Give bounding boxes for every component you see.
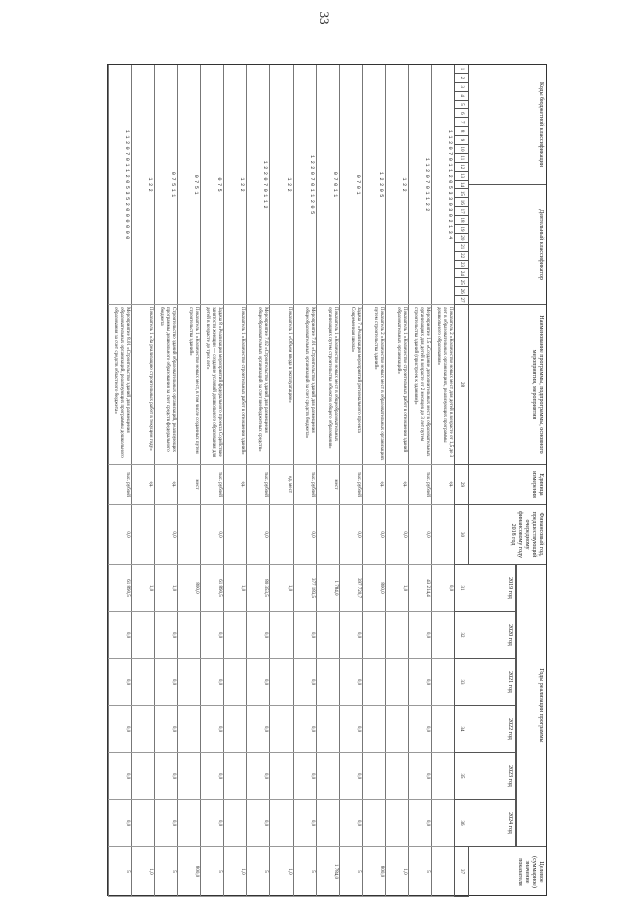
year-value-cell: 1,0 bbox=[269, 565, 292, 612]
column-number: 14 bbox=[454, 181, 468, 190]
year-value-cell bbox=[385, 612, 408, 659]
column-number: 16 bbox=[454, 198, 468, 207]
header-unit: Единица измерения bbox=[468, 465, 546, 505]
column-number: 36 bbox=[454, 800, 468, 847]
year-value-cell: 0,0 bbox=[108, 706, 131, 753]
year-value-cell: 0,0 bbox=[339, 753, 362, 800]
column-number: 28 bbox=[454, 305, 468, 465]
total-value-cell: 5 bbox=[154, 847, 177, 897]
year-value-cell: 0,0 bbox=[408, 706, 431, 753]
column-number: 37 bbox=[454, 847, 468, 897]
unit-cell: ед. мест bbox=[269, 465, 292, 505]
total-value-cell: 1,0 bbox=[131, 847, 154, 897]
year-value-cell bbox=[362, 659, 385, 706]
year-value-cell: 43 214,4 bbox=[408, 565, 431, 612]
description-cell: Показатель 1 «Количество новых мест в общеобразовательных организациях путем строительства объектов общего образования» bbox=[316, 305, 339, 465]
year-value-cell bbox=[269, 800, 292, 847]
year-value-cell bbox=[269, 706, 292, 753]
year-value-cell bbox=[269, 753, 292, 800]
financing-cell bbox=[431, 505, 454, 565]
code-cell: 1 1 2 0 7 0 1 1 2 0 5 3 3 0 3 0 2 1 3 4 bbox=[431, 65, 454, 305]
unit-cell: тыс. рублей bbox=[408, 465, 431, 505]
unit-cell: тыс. рублей bbox=[293, 465, 316, 505]
description-cell: Показатель 1 «Количество новых мест, в том числе созданных путем строительства зданий» bbox=[177, 305, 200, 465]
year-label: 2021 год bbox=[468, 659, 515, 706]
year-value-cell bbox=[177, 612, 200, 659]
year-value-cell bbox=[431, 800, 454, 847]
code-cell: 1 2 2 bbox=[269, 65, 292, 305]
year-value-cell bbox=[362, 800, 385, 847]
total-value-cell: 1,0 bbox=[223, 847, 246, 897]
column-number: 9 bbox=[454, 136, 468, 145]
column-number: 21 bbox=[454, 243, 468, 252]
table-row bbox=[177, 65, 200, 897]
year-value-cell bbox=[362, 612, 385, 659]
year-value-cell: 0,0 bbox=[293, 659, 316, 706]
total-value-cell: 800,0 bbox=[177, 847, 200, 897]
year-value-cell: 0,0 bbox=[246, 800, 269, 847]
unit-cell: ед. bbox=[223, 465, 246, 505]
year-value-cell bbox=[385, 753, 408, 800]
year-value-cell: 0,0 bbox=[154, 659, 177, 706]
year-value-cell: 0,0 bbox=[293, 800, 316, 847]
unit-cell: тыс. рублей bbox=[200, 465, 223, 505]
total-value-cell: 5 bbox=[200, 847, 223, 897]
year-value-cell bbox=[316, 659, 339, 706]
year-value-cell: 0,0 bbox=[200, 659, 223, 706]
column-number: 4 bbox=[454, 92, 468, 101]
year-value-cell bbox=[269, 659, 292, 706]
unit-cell: тыс. рублей bbox=[108, 465, 131, 505]
total-value-cell: 1 784,0 bbox=[316, 847, 339, 897]
year-value-cell bbox=[177, 800, 200, 847]
financing-cell bbox=[177, 505, 200, 565]
description-cell: Показатель 1 «Объем ввода в эксплуатацию» bbox=[269, 305, 292, 465]
year-value-cell: 0,0 bbox=[293, 753, 316, 800]
code-cell: 1 2 2 bbox=[223, 65, 246, 305]
description-cell: Показатель 1 «Количество строительных работ в отношении зданий образовательных организаций» bbox=[385, 305, 408, 465]
code-cell: 1 2 2 0 5 bbox=[362, 65, 385, 305]
year-value-cell bbox=[269, 612, 292, 659]
year-value-cell: 1,0 bbox=[154, 565, 177, 612]
year-value-cell bbox=[431, 753, 454, 800]
year-value-cell: 0,0 bbox=[154, 706, 177, 753]
financing-cell: 0,0 bbox=[200, 505, 223, 565]
financing-cell: 0,0 bbox=[385, 505, 408, 565]
unit-cell: тыс. рублей bbox=[246, 465, 269, 505]
code-cell: 0 7 5 1 bbox=[177, 65, 200, 305]
year-label: 2023 год bbox=[468, 753, 515, 800]
year-value-cell: 800,0 bbox=[362, 565, 385, 612]
year-value-cell bbox=[385, 706, 408, 753]
year-value-cell bbox=[316, 800, 339, 847]
column-number: 27 bbox=[454, 296, 468, 305]
total-value-cell: 5 bbox=[246, 847, 269, 897]
column-number: 30 bbox=[454, 505, 468, 565]
description-cell: Мероприятие 7.01 «Строительство зданий для размещения общеобразовательных организаций за счет средств бюджета» bbox=[293, 305, 316, 465]
year-value-cell: 0,0 bbox=[200, 800, 223, 847]
financing-cell bbox=[316, 505, 339, 565]
table-row bbox=[246, 65, 269, 897]
year-value-cell bbox=[362, 753, 385, 800]
year-value-cell: 0,0 bbox=[339, 659, 362, 706]
year-value-cell: 0,0 bbox=[293, 706, 316, 753]
year-value-cell bbox=[131, 612, 154, 659]
total-value-cell: 5 bbox=[339, 847, 362, 897]
column-number: 25 bbox=[454, 278, 468, 287]
code-cell: 0 7 0 1 bbox=[339, 65, 362, 305]
financing-cell: 0,0 bbox=[339, 505, 362, 565]
unit-cell: ед. bbox=[362, 465, 385, 505]
column-number: 13 bbox=[454, 172, 468, 181]
total-value-cell: 5 bbox=[408, 847, 431, 897]
column-number: 6 bbox=[454, 109, 468, 118]
column-number: 3 bbox=[454, 83, 468, 92]
unit-cell: ед. bbox=[431, 465, 454, 505]
code-cell: 1 2 2 0 7 0 1 1 2 0 5 bbox=[293, 65, 316, 305]
year-value-cell bbox=[223, 753, 246, 800]
year-value-cell: 0,0 bbox=[108, 753, 131, 800]
year-labels bbox=[467, 565, 516, 847]
description-cell: Задача 8 «Реализация мероприятий федерального проекта Содействие занятости женщин — создание условий дошкольного образования для детей в возрасте до трех лет» bbox=[200, 305, 223, 465]
year-value-cell bbox=[385, 800, 408, 847]
column-number: 1 bbox=[454, 65, 468, 74]
year-label: 2020 год bbox=[468, 612, 515, 659]
year-label: 2024 год bbox=[468, 800, 515, 847]
year-value-cell: 1,0 bbox=[131, 565, 154, 612]
year-value-cell: 0,0 bbox=[339, 800, 362, 847]
table-row bbox=[316, 65, 339, 897]
financing-cell bbox=[131, 505, 154, 565]
year-value-cell: 377 183,5 bbox=[293, 565, 316, 612]
table-row bbox=[408, 65, 431, 897]
budget-table bbox=[107, 64, 547, 896]
column-number: 20 bbox=[454, 234, 468, 243]
header-activities: Деятельный классификатор bbox=[468, 185, 546, 305]
total-value-cell: 1,0 bbox=[269, 847, 292, 897]
description-cell: Задача 7 «Реализация мероприятий регионального проекта Современная школа» bbox=[339, 305, 362, 465]
year-value-cell: 61 890,5 bbox=[108, 565, 131, 612]
financing-cell: 0,0 bbox=[293, 505, 316, 565]
code-cell: 0 7 5 bbox=[200, 65, 223, 305]
table-row bbox=[131, 65, 154, 897]
table-body bbox=[108, 65, 454, 897]
year-value-cell bbox=[177, 659, 200, 706]
year-value-cell bbox=[131, 706, 154, 753]
year-value-cell: 0,0 bbox=[246, 612, 269, 659]
table-row bbox=[223, 65, 246, 897]
column-number: 15 bbox=[454, 189, 468, 198]
column-number: 17 bbox=[454, 207, 468, 216]
year-value-cell: 0,0 bbox=[408, 612, 431, 659]
year-value-cell: 0,0 bbox=[108, 800, 131, 847]
column-number: 8 bbox=[454, 127, 468, 136]
year-value-cell bbox=[385, 659, 408, 706]
header-target: Наименование программы, подпрограммы, основного мероприятия, мероприятия bbox=[468, 305, 546, 465]
column-number: 22 bbox=[454, 252, 468, 261]
unit-cell: ед. bbox=[131, 465, 154, 505]
column-number: 18 bbox=[454, 216, 468, 225]
header-value: Целевое (суммарное) значение показателя bbox=[468, 847, 546, 897]
unit-cell: тыс. рублей bbox=[339, 465, 362, 505]
year-label: 2022 год bbox=[468, 706, 515, 753]
year-value-cell bbox=[223, 800, 246, 847]
column-number: 31 bbox=[454, 565, 468, 612]
code-cell: 1 1 2 0 7 0 1 1 2 0 5 3 5 2 0 0 0 0 0 0 bbox=[108, 65, 131, 305]
financing-cell: 0,0 bbox=[108, 505, 131, 565]
column-number: 32 bbox=[454, 612, 468, 659]
year-value-cell: 0,0 bbox=[200, 612, 223, 659]
year-value-cell bbox=[177, 753, 200, 800]
year-value-cell: 0,0 bbox=[246, 659, 269, 706]
total-value-cell bbox=[431, 847, 454, 897]
description-cell: Строительство зданий образовательных организаций, реализующих программы дошкольного образования за счет средств федерального бюджета bbox=[154, 305, 177, 465]
year-value-cell: 0,0 bbox=[293, 612, 316, 659]
total-value-cell: 1,0 bbox=[385, 847, 408, 897]
column-number: 23 bbox=[454, 261, 468, 270]
year-value-cell bbox=[223, 706, 246, 753]
table-row bbox=[362, 65, 385, 897]
year-value-cell: 397 720,7 bbox=[339, 565, 362, 612]
code-cell: 1 2 2 bbox=[385, 65, 408, 305]
table-row bbox=[293, 65, 316, 897]
column-number: 10 bbox=[454, 145, 468, 154]
description-cell: Показатель 2 «Количество новых мест для детей в возрасте от 1,5 до 3 лет в образовательных организациях, реализующих программы дошкольного образования» bbox=[431, 305, 454, 465]
financing-cell: 0,0 bbox=[362, 505, 385, 565]
financing-cell bbox=[223, 505, 246, 565]
year-value-cell bbox=[431, 612, 454, 659]
table-row bbox=[339, 65, 362, 897]
year-value-cell bbox=[362, 706, 385, 753]
column-numbers bbox=[454, 65, 468, 897]
description-cell: Показатель 1 «За реализацию строительных работ в текущем году» bbox=[131, 305, 154, 465]
table-row bbox=[154, 65, 177, 897]
header-budget-codes: Коды бюджетной классификации bbox=[468, 65, 546, 185]
page-number: 33 bbox=[317, 11, 332, 25]
code-cell: 0 7 5 1 1 bbox=[154, 65, 177, 305]
year-value-cell: 0,0 bbox=[154, 753, 177, 800]
unit-cell: ед. bbox=[385, 465, 408, 505]
year-value-cell bbox=[431, 706, 454, 753]
table-row bbox=[108, 65, 131, 897]
table-row bbox=[431, 65, 454, 897]
year-value-cell: 0,0 bbox=[200, 706, 223, 753]
code-cell: 1 1 2 0 7 0 1 1 2 2 bbox=[408, 65, 431, 305]
financing-cell: 0,0 bbox=[408, 505, 431, 565]
year-value-cell bbox=[131, 800, 154, 847]
total-value-cell: 5 bbox=[108, 847, 131, 897]
year-value-cell: 61 890,5 bbox=[200, 565, 223, 612]
year-value-cell: 0,0 bbox=[246, 706, 269, 753]
financing-cell: 0,0 bbox=[246, 505, 269, 565]
year-value-cell: 0,0 bbox=[246, 753, 269, 800]
column-number: 24 bbox=[454, 269, 468, 278]
column-number: 11 bbox=[454, 154, 468, 163]
year-value-cell: 0,0 bbox=[154, 612, 177, 659]
table-row bbox=[200, 65, 223, 897]
year-value-cell: 0,0 bbox=[108, 659, 131, 706]
total-value-cell: 800,0 bbox=[362, 847, 385, 897]
unit-cell: мест bbox=[316, 465, 339, 505]
column-number: 29 bbox=[454, 465, 468, 505]
year-value-cell: 1 784,0 bbox=[316, 565, 339, 612]
column-number: 7 bbox=[454, 118, 468, 127]
description-cell: Показатель 2 «Количество новых мест в образовательных организациях путем строительства зданий» bbox=[362, 305, 385, 465]
column-number: 12 bbox=[454, 163, 468, 172]
column-number: 34 bbox=[454, 706, 468, 753]
unit-cell: ед. bbox=[154, 465, 177, 505]
column-number: 35 bbox=[454, 753, 468, 800]
year-value-cell: 0,0 bbox=[408, 800, 431, 847]
year-value-cell: 800,0 bbox=[177, 565, 200, 612]
description-cell: Мероприятие 1.5 «Создание дополнительных мест в образовательных организациях для детей в возрасте от 2 месяцев до 3 лет путем строительства зданий (пристроек к зданиям)» bbox=[408, 305, 431, 465]
year-value-cell: 0,0 bbox=[339, 706, 362, 753]
column-number: 2 bbox=[454, 74, 468, 83]
unit-cell: мест bbox=[177, 465, 200, 505]
year-value-cell bbox=[131, 753, 154, 800]
header-years: Годы реализации программы bbox=[516, 565, 546, 847]
financing-cell: 0,0 bbox=[154, 505, 177, 565]
year-label: 2019 год bbox=[468, 565, 515, 612]
year-value-cell bbox=[431, 659, 454, 706]
year-value-cell bbox=[223, 612, 246, 659]
year-value-cell: 0,0 bbox=[108, 612, 131, 659]
code-cell: 1 2 2 bbox=[131, 65, 154, 305]
year-value-cell bbox=[316, 753, 339, 800]
column-number: 26 bbox=[454, 287, 468, 296]
description-cell: Мероприятие 7.02 «Строительство зданий для размещения общеобразовательных организаций за счет внебюджетных средств» bbox=[246, 305, 269, 465]
code-cell: 1 2 2 0 7 0 1 1 2 bbox=[246, 65, 269, 305]
financing-cell bbox=[269, 505, 292, 565]
header-financing: Финансовый год, предшествующий очередному финансовому году 2018 год bbox=[468, 505, 546, 565]
year-value-cell bbox=[316, 706, 339, 753]
year-value-cell bbox=[177, 706, 200, 753]
description-cell: Мероприятие 8.01 «Строительство зданий для размещения образовательных организаций, реализующих программы дошкольного образования за счет средств областного бюджета» bbox=[108, 305, 131, 465]
column-number: 5 bbox=[454, 101, 468, 110]
table-row bbox=[385, 65, 408, 897]
year-value-cell bbox=[223, 659, 246, 706]
year-value-cell: 0,0 bbox=[408, 753, 431, 800]
year-value-cell bbox=[316, 612, 339, 659]
column-number: 19 bbox=[454, 225, 468, 234]
year-value-cell bbox=[131, 659, 154, 706]
year-value-cell: 1,0 bbox=[223, 565, 246, 612]
column-number: 33 bbox=[454, 659, 468, 706]
year-value-cell: 1,0 bbox=[385, 565, 408, 612]
description-cell: Показатель 1 «Количество строительных работ в отношении зданий» bbox=[223, 305, 246, 465]
year-value-cell: 0,0 bbox=[408, 659, 431, 706]
year-value-cell: 0,0 bbox=[200, 753, 223, 800]
year-value-cell: 80 353,5 bbox=[246, 565, 269, 612]
year-value-cell: 0,0 bbox=[154, 800, 177, 847]
table-row bbox=[269, 65, 292, 897]
year-value-cell: 0,0 bbox=[431, 565, 454, 612]
year-value-cell: 0,0 bbox=[339, 612, 362, 659]
total-value-cell: 5 bbox=[293, 847, 316, 897]
code-cell: 0 7 0 1 1 bbox=[316, 65, 339, 305]
